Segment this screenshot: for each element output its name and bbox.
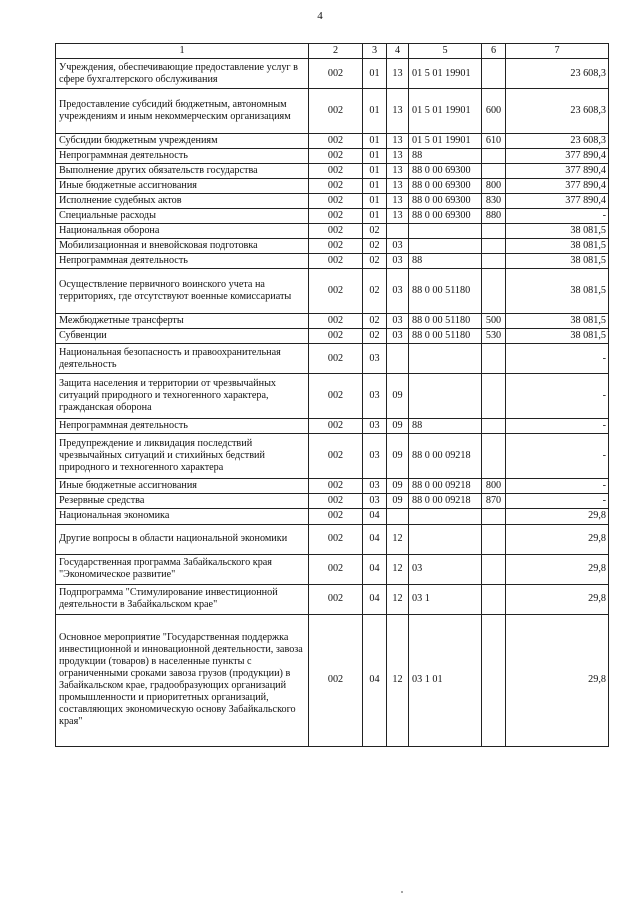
row-amount: - [506,344,609,374]
header-cell: 2 [309,44,363,59]
row-expense-kind [482,59,506,89]
table-row [56,269,609,314]
row-subsection [387,224,409,239]
row-subsection: 09 [387,494,409,509]
row-expense-kind [482,149,506,164]
row-subsection: 13 [387,194,409,209]
row-expense-kind [482,509,506,524]
row-target-article: 88 0 00 09218 [409,494,482,509]
row-section: 04 [363,584,387,614]
row-subsection: 12 [387,554,409,584]
row-code: 002 [309,374,363,419]
row-code: 002 [309,209,363,224]
row-subsection: 13 [387,149,409,164]
table-row [56,209,609,224]
row-name: Предупреждение и ликвидация последствий чрезвычайных ситуаций и стихийных бедствий природного и техногенного характера [56,434,309,479]
row-code: 002 [309,269,363,314]
row-target-article: 88 0 00 51180 [409,269,482,314]
table-row [56,509,609,524]
row-name: Подпрограмма "Стимулирование инвестиционной деятельности в Забайкальском крае" [56,584,309,614]
row-amount: 377 890,4 [506,194,609,209]
row-target-article [409,239,482,254]
row-subsection: 09 [387,419,409,434]
row-amount: 38 081,5 [506,254,609,269]
row-amount: - [506,494,609,509]
row-expense-kind [482,374,506,419]
row-name: Предоставление субсидий бюджетным, автономным учреждениям и иным некоммерческим организациям [56,89,309,134]
table-row [56,374,609,419]
row-section: 03 [363,374,387,419]
table-row [56,179,609,194]
row-amount: - [506,479,609,494]
row-code: 002 [309,584,363,614]
row-amount: 38 081,5 [506,224,609,239]
row-section: 04 [363,509,387,524]
table-row [56,149,609,164]
row-expense-kind [482,344,506,374]
header-cell: 5 [409,44,482,59]
row-amount: - [506,434,609,479]
table-row [56,344,609,374]
row-code: 002 [309,164,363,179]
row-section: 03 [363,494,387,509]
row-code: 002 [309,479,363,494]
row-code: 002 [309,614,363,746]
row-target-article: 88 0 00 69300 [409,164,482,179]
row-expense-kind: 830 [482,194,506,209]
row-code: 002 [309,59,363,89]
row-expense-kind: 800 [482,179,506,194]
row-expense-kind: 600 [482,89,506,134]
row-amount: 377 890,4 [506,179,609,194]
row-expense-kind: 610 [482,134,506,149]
row-amount: - [506,374,609,419]
row-subsection: 13 [387,179,409,194]
row-amount: 23 608,3 [506,134,609,149]
row-target-article [409,374,482,419]
table-row [56,314,609,329]
row-target-article: 88 [409,419,482,434]
table-row [56,614,609,746]
row-expense-kind: 530 [482,329,506,344]
row-name: Мобилизационная и вневойсковая подготовка [56,239,309,254]
row-expense-kind [482,239,506,254]
row-subsection: 03 [387,314,409,329]
row-name: Непрограммная деятельность [56,254,309,269]
table-row [56,239,609,254]
table-row [56,254,609,269]
row-target-article: 88 [409,254,482,269]
table-row [56,59,609,89]
row-target-article: 88 0 00 51180 [409,314,482,329]
row-section: 03 [363,344,387,374]
row-name: Межбюджетные трансферты [56,314,309,329]
row-subsection: 03 [387,329,409,344]
row-expense-kind: 880 [482,209,506,224]
row-expense-kind [482,434,506,479]
table-row [56,554,609,584]
row-target-article [409,524,482,554]
row-section: 01 [363,209,387,224]
row-amount: 38 081,5 [506,239,609,254]
table-row [56,194,609,209]
row-expense-kind: 500 [482,314,506,329]
row-amount: 29,8 [506,554,609,584]
table-row [56,419,609,434]
row-name: Государственная программа Забайкальского края "Экономическое развитие" [56,554,309,584]
row-expense-kind [482,164,506,179]
table-row [56,224,609,239]
row-target-article [409,344,482,374]
table-row [56,434,609,479]
row-name: Национальная экономика [56,509,309,524]
row-name: Субвенции [56,329,309,344]
table-row [56,584,609,614]
row-amount: 29,8 [506,524,609,554]
row-subsection: 13 [387,59,409,89]
table-row [56,479,609,494]
row-code: 002 [309,239,363,254]
scan-speck [401,891,403,893]
header-cell: 6 [482,44,506,59]
table-row [56,164,609,179]
row-name: Иные бюджетные ассигнования [56,179,309,194]
row-code: 002 [309,554,363,584]
row-expense-kind [482,584,506,614]
row-subsection: 03 [387,269,409,314]
row-amount: 29,8 [506,509,609,524]
row-amount: 377 890,4 [506,149,609,164]
row-name: Национальная безопасность и правоохранительная деятельность [56,344,309,374]
row-code: 002 [309,224,363,239]
row-code: 002 [309,329,363,344]
row-expense-kind [482,254,506,269]
row-expense-kind [482,269,506,314]
row-amount: 23 608,3 [506,89,609,134]
row-subsection [387,344,409,374]
row-amount: - [506,419,609,434]
row-code: 002 [309,509,363,524]
row-name: Исполнение судебных актов [56,194,309,209]
row-name: Выполнение других обязательств государства [56,164,309,179]
row-section: 02 [363,239,387,254]
table-row [56,329,609,344]
row-expense-kind [482,524,506,554]
row-target-article: 88 0 00 09218 [409,479,482,494]
row-section: 04 [363,614,387,746]
row-section: 02 [363,269,387,314]
row-amount: 38 081,5 [506,314,609,329]
row-code: 002 [309,254,363,269]
row-amount: 38 081,5 [506,329,609,344]
row-target-article: 01 5 01 19901 [409,89,482,134]
row-subsection: 03 [387,254,409,269]
page-number: 4 [317,10,323,22]
row-code: 002 [309,419,363,434]
row-subsection: 12 [387,524,409,554]
row-code: 002 [309,149,363,164]
table-row [56,524,609,554]
row-code: 002 [309,524,363,554]
row-target-article: 88 [409,149,482,164]
row-target-article [409,509,482,524]
row-section: 01 [363,194,387,209]
row-subsection: 13 [387,89,409,134]
row-section: 02 [363,224,387,239]
row-subsection: 09 [387,434,409,479]
row-target-article: 88 0 00 69300 [409,179,482,194]
row-expense-kind: 800 [482,479,506,494]
row-subsection: 09 [387,374,409,419]
row-section: 04 [363,554,387,584]
row-amount: 377 890,4 [506,164,609,179]
row-name: Другие вопросы в области национальной экономики [56,524,309,554]
row-section: 03 [363,434,387,479]
row-section: 03 [363,419,387,434]
row-name: Резервные средства [56,494,309,509]
row-target-article [409,224,482,239]
table-header-row [56,44,609,59]
header-cell: 4 [387,44,409,59]
row-name: Осуществление первичного воинского учета на территориях, где отсутствуют военные комиссариаты [56,269,309,314]
row-subsection: 13 [387,164,409,179]
row-section: 02 [363,329,387,344]
row-section: 01 [363,149,387,164]
row-code: 002 [309,179,363,194]
row-expense-kind [482,419,506,434]
row-code: 002 [309,494,363,509]
row-code: 002 [309,434,363,479]
row-name: Непрограммная деятельность [56,149,309,164]
row-amount: - [506,209,609,224]
row-subsection: 12 [387,614,409,746]
row-target-article: 03 1 01 [409,614,482,746]
row-code: 002 [309,344,363,374]
row-expense-kind: 870 [482,494,506,509]
row-name: Непрограммная деятельность [56,419,309,434]
row-expense-kind [482,554,506,584]
row-target-article: 88 0 00 51180 [409,329,482,344]
row-code: 002 [309,89,363,134]
table-row [56,89,609,134]
row-name: Национальная оборона [56,224,309,239]
row-subsection: 03 [387,239,409,254]
row-subsection: 13 [387,209,409,224]
row-target-article: 01 5 01 19901 [409,59,482,89]
row-section: 01 [363,89,387,134]
row-amount: 38 081,5 [506,269,609,314]
header-cell: 1 [56,44,309,59]
row-target-article: 01 5 01 19901 [409,134,482,149]
row-amount: 29,8 [506,614,609,746]
row-section: 02 [363,254,387,269]
row-section: 02 [363,314,387,329]
row-name: Специальные расходы [56,209,309,224]
row-target-article: 88 0 00 09218 [409,434,482,479]
row-subsection: 13 [387,134,409,149]
budget-table [55,43,609,747]
row-section: 01 [363,164,387,179]
table-row [56,134,609,149]
row-target-article: 03 [409,554,482,584]
row-name: Иные бюджетные ассигнования [56,479,309,494]
row-expense-kind [482,614,506,746]
row-target-article: 03 1 [409,584,482,614]
row-subsection: 12 [387,584,409,614]
row-section: 04 [363,524,387,554]
row-amount: 29,8 [506,584,609,614]
row-name: Субсидии бюджетным учреждениям [56,134,309,149]
row-section: 01 [363,59,387,89]
row-section: 01 [363,179,387,194]
row-section: 01 [363,134,387,149]
row-name: Учреждения, обеспечивающие предоставление услуг в сфере бухгалтерского обслуживания [56,59,309,89]
row-amount: 23 608,3 [506,59,609,89]
header-cell: 3 [363,44,387,59]
row-name: Защита населения и территории от чрезвычайных ситуаций природного и техногенного характера, гражданская оборона [56,374,309,419]
row-expense-kind [482,224,506,239]
row-target-article: 88 0 00 69300 [409,209,482,224]
row-subsection [387,509,409,524]
row-code: 002 [309,314,363,329]
row-code: 002 [309,194,363,209]
row-section: 03 [363,479,387,494]
row-code: 002 [309,134,363,149]
row-subsection: 09 [387,479,409,494]
row-name: Основное мероприятие "Государственная поддержка инвестиционной и инновационной деятельности, завоза продукции (товаров) в населенные пункты с ограниченными сроками завоза грузов (продукции) в Забайкальском крае, градообразующих организаций промышленности и приоритетных организаций, составляющих экономическую основу Забайкальского края" [56,614,309,746]
header-cell: 7 [506,44,609,59]
table-row [56,494,609,509]
row-target-article: 88 0 00 69300 [409,194,482,209]
